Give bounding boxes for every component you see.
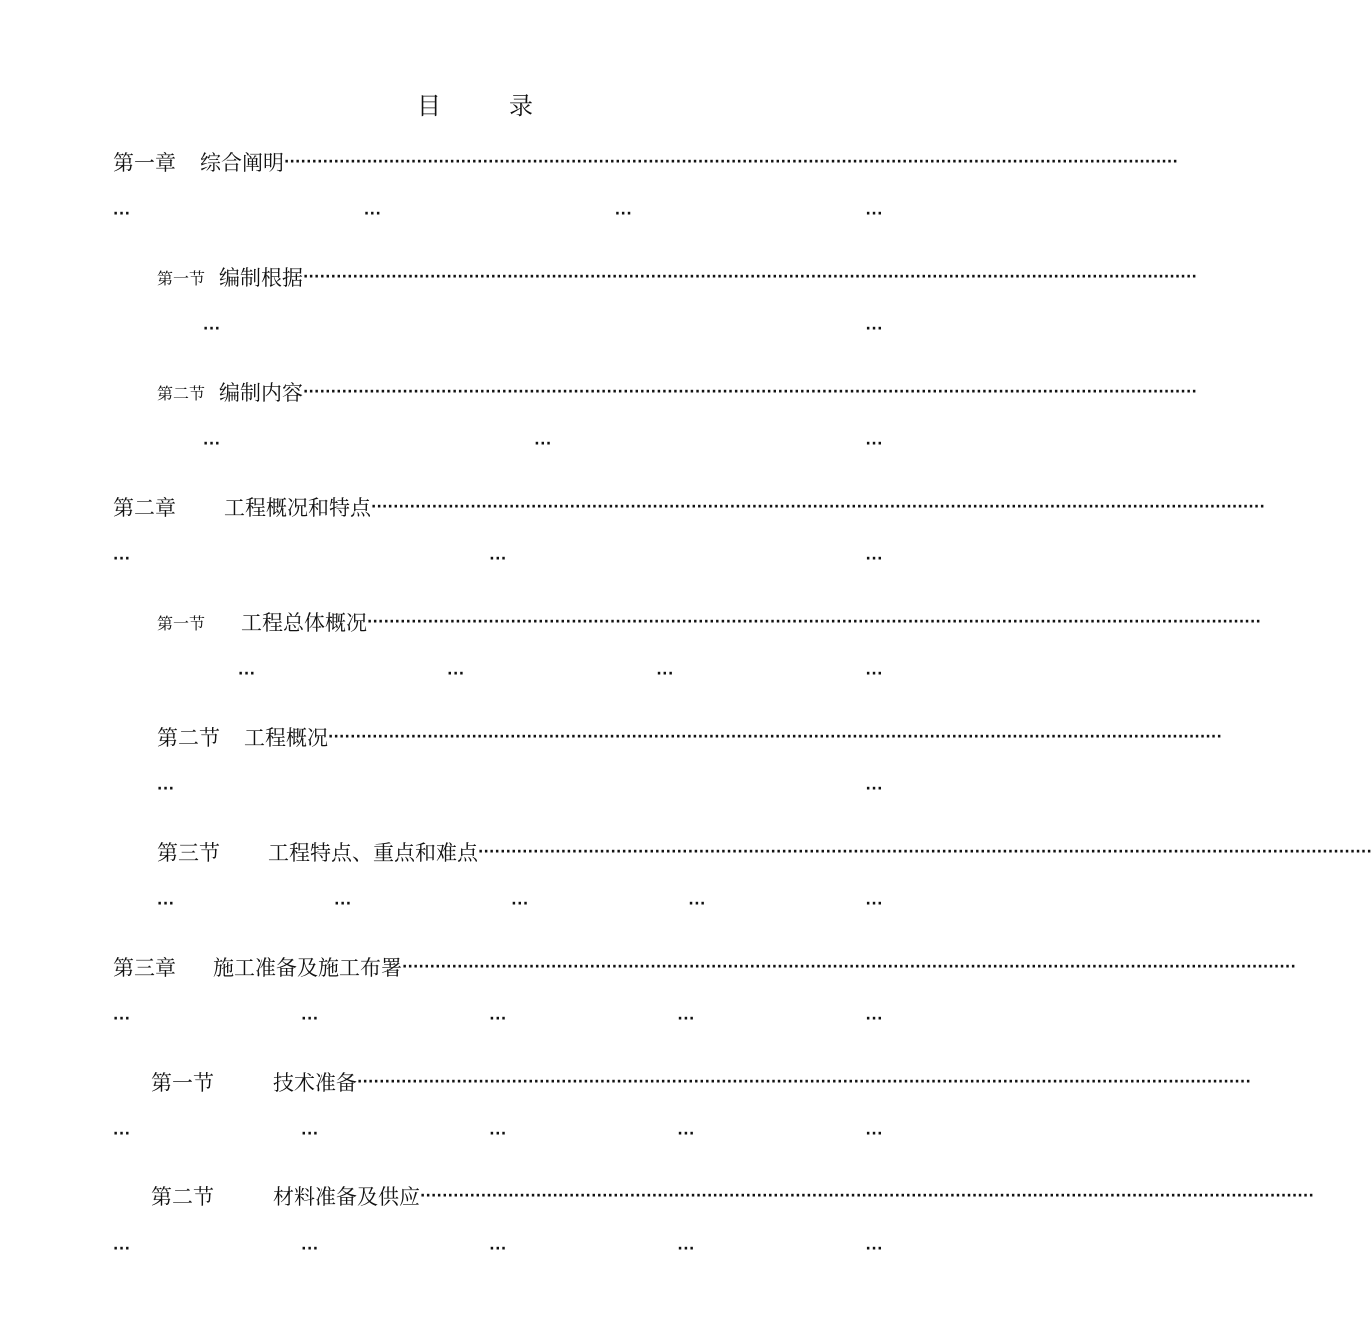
ellipsis-mark: ··· xyxy=(865,321,883,337)
ellipsis-mark: ··· xyxy=(113,206,131,222)
continuation-dots-row xyxy=(203,319,883,339)
ellipsis-mark: ··· xyxy=(865,436,883,452)
ellipsis-mark: ··· xyxy=(656,666,674,682)
toc-entry-title: 工程特点、重点和难点 xyxy=(268,841,478,865)
title-char-2: 录 xyxy=(509,92,533,120)
leader-dots: ·································································································································································· xyxy=(367,614,1261,630)
leader-dots: ·································································································································································· xyxy=(303,269,1197,285)
toc-entry-number: 第一章 xyxy=(113,151,176,175)
ellipsis-mark: ··· xyxy=(113,1126,131,1142)
toc-entry-number: 第一节 xyxy=(157,268,206,288)
toc-entry-number: 第一节 xyxy=(157,613,206,633)
ellipsis-mark: ··· xyxy=(238,666,256,682)
ellipsis-mark: ··· xyxy=(865,1011,883,1027)
toc-entry-section-3-1[interactable] xyxy=(151,1067,1251,1097)
toc-entry-section-2-2[interactable] xyxy=(157,722,1222,752)
toc-entry-title: 工程总体概况 xyxy=(241,611,368,635)
toc-entry-section-2-3[interactable] xyxy=(157,837,1372,867)
ellipsis-mark: ··· xyxy=(334,896,352,912)
ellipsis-mark: ··· xyxy=(113,1241,131,1257)
continuation-dots-row xyxy=(113,1009,883,1029)
toc-entry-number: 第二章 xyxy=(113,496,176,520)
ellipsis-mark: ··· xyxy=(113,1011,131,1027)
ellipsis-mark: ··· xyxy=(865,896,883,912)
ellipsis-mark: ··· xyxy=(203,321,221,337)
ellipsis-mark: ··· xyxy=(688,896,706,912)
toc-entry-section-1-1[interactable] xyxy=(157,262,1197,292)
ellipsis-mark: ··· xyxy=(511,896,529,912)
toc-entry-section-2-1[interactable] xyxy=(157,607,1261,637)
ellipsis-mark: ··· xyxy=(865,551,883,567)
leader-dots: ·································································································································································· xyxy=(420,1188,1314,1204)
continuation-dots-row xyxy=(203,434,883,454)
leader-dots: ·································································································································································· xyxy=(357,1074,1251,1090)
ellipsis-mark: ··· xyxy=(447,666,465,682)
toc-entry-title: 技术准备 xyxy=(273,1071,357,1095)
leader-dots: ·································································································································································· xyxy=(402,959,1296,975)
continuation-dots-row xyxy=(113,1239,883,1259)
ellipsis-mark: ··· xyxy=(677,1011,695,1027)
ellipsis-mark: ··· xyxy=(865,666,883,682)
continuation-dots-row xyxy=(113,549,883,569)
leader-dots: ·································································································································································· xyxy=(478,844,1372,860)
ellipsis-mark: ··· xyxy=(677,1126,695,1142)
ellipsis-mark: ··· xyxy=(865,1126,883,1142)
ellipsis-mark: ··· xyxy=(865,781,883,797)
toc-entry-chapter-3[interactable] xyxy=(113,952,1296,982)
toc-entry-number: 第三节 xyxy=(157,841,220,865)
toc-entry-title: 编制内容 xyxy=(219,381,304,405)
ellipsis-mark: ··· xyxy=(489,1241,507,1257)
ellipsis-mark: ··· xyxy=(301,1126,319,1142)
toc-entry-section-3-2[interactable] xyxy=(151,1181,1314,1211)
ellipsis-mark: ··· xyxy=(113,551,131,567)
ellipsis-mark: ··· xyxy=(157,781,175,797)
toc-entry-title: 材料准备及供应 xyxy=(273,1185,420,1209)
ellipsis-mark: ··· xyxy=(489,551,507,567)
ellipsis-mark: ··· xyxy=(363,206,382,222)
continuation-dots-row xyxy=(238,664,883,684)
ellipsis-mark: ··· xyxy=(489,1011,507,1027)
toc-entry-chapter-1[interactable] xyxy=(113,147,1178,177)
toc-entry-number: 第二节 xyxy=(157,383,206,403)
ellipsis-mark: ··· xyxy=(677,1241,695,1257)
leader-dots: ·································································································································································· xyxy=(284,154,1178,170)
toc-entry-number: 第二节 xyxy=(151,1185,214,1209)
leader-dots: ·································································································································································· xyxy=(303,384,1197,400)
page-title xyxy=(0,86,950,121)
ellipsis-mark: ··· xyxy=(203,436,221,452)
ellipsis-mark: ··· xyxy=(489,1126,507,1142)
leader-dots: ·································································································································································· xyxy=(328,729,1222,745)
toc-entry-title: 工程概况和特点 xyxy=(224,496,371,520)
continuation-dots-row xyxy=(157,894,883,914)
toc-entry-section-1-2[interactable] xyxy=(157,377,1197,407)
title-char-1: 目 xyxy=(417,92,441,120)
ellipsis-mark: ··· xyxy=(865,206,883,222)
toc-entry-number: 第一节 xyxy=(151,1071,214,1095)
continuation-dots-row xyxy=(113,1124,883,1144)
toc-entry-title: 工程概况 xyxy=(244,726,328,750)
leader-dots: ·································································································································································· xyxy=(371,499,1265,515)
continuation-dots-row xyxy=(157,779,883,799)
toc-entry-title: 综合阐明 xyxy=(200,151,284,175)
ellipsis-mark: ··· xyxy=(534,436,552,452)
toc-entry-number: 第三章 xyxy=(113,956,176,980)
ellipsis-mark: ··· xyxy=(865,1241,883,1257)
toc-entry-number: 第二节 xyxy=(157,726,220,750)
ellipsis-mark: ··· xyxy=(157,896,175,912)
ellipsis-mark: ··· xyxy=(301,1241,319,1257)
toc-entry-title: 施工准备及施工布署 xyxy=(213,956,402,980)
toc-entry-title: 编制根据 xyxy=(219,266,304,290)
toc-entry-chapter-2[interactable] xyxy=(113,492,1265,522)
ellipsis-mark: ··· xyxy=(614,206,633,222)
ellipsis-mark: ··· xyxy=(301,1011,319,1027)
continuation-dots-row xyxy=(113,204,883,224)
